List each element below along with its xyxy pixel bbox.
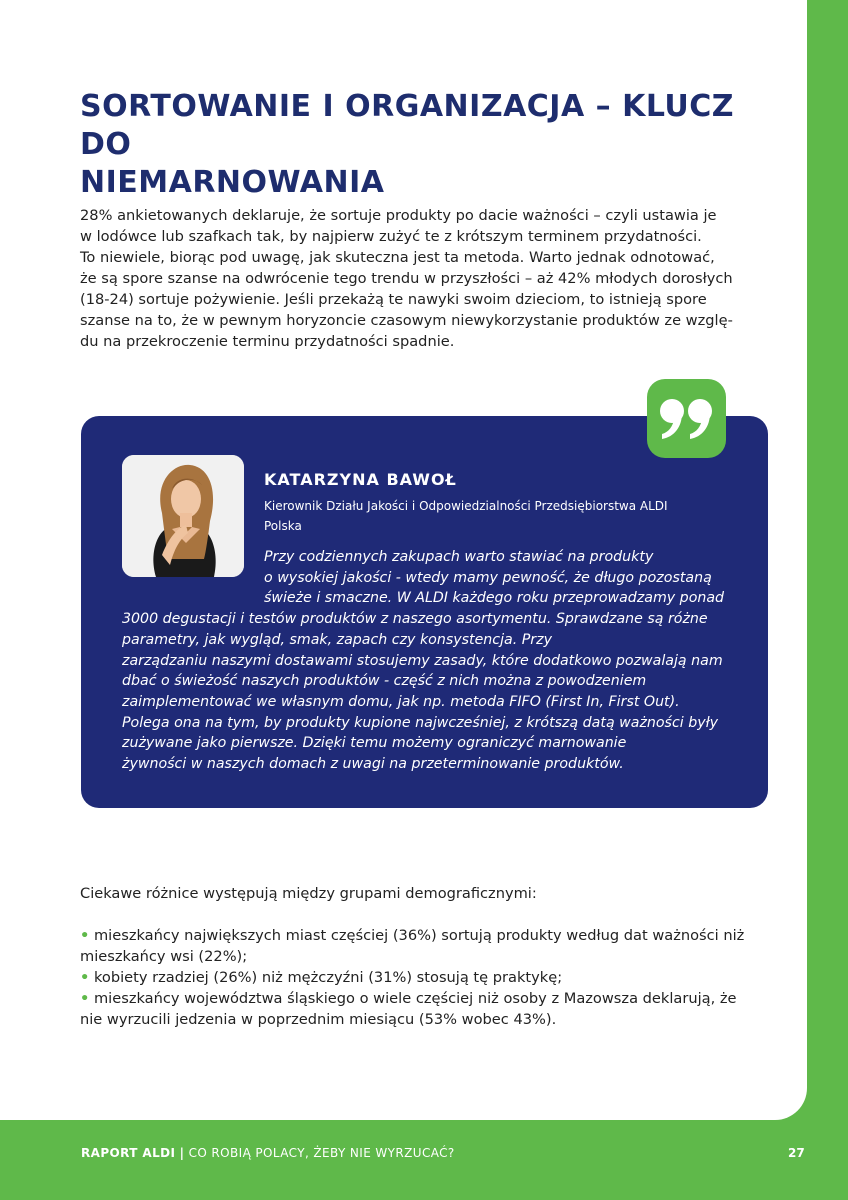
person-role: [264, 496, 734, 536]
person-name: KATARZYNA BAWOŁ: [264, 470, 457, 489]
demographics-list: [80, 925, 780, 1030]
quote-line: 3000 degustacji i testów produktów z naszego asortymentu. Sprawdzane są różne: [122, 611, 708, 628]
quote-line: Przy codziennych zakupach warto stawiać na produkty: [264, 549, 654, 565]
intro-line: du na przekroczenie terminu przydatności spadnie.: [80, 333, 455, 350]
list-item: [80, 967, 780, 988]
intro-line: że są spore szanse na odwrócenie tego trendu w przyszłości – aż 42% młodych dorosłych: [80, 270, 733, 287]
demographics-intro: Ciekawe różnice występują między grupami demograficznymi:: [80, 885, 537, 902]
list-item-text: kobiety rzadziej (26%) niż mężczyźni (31%) stosują tę praktykę;: [93, 969, 563, 986]
footer-title: [81, 1146, 455, 1160]
footer-subtitle: CO ROBIĄ POLACY, ŻEBY NIE WYRZUCAĆ?: [188, 1146, 455, 1160]
intro-line: w lodówce lub szafkach tak, by najpierw zużyć te z krótszym terminem przydatności.: [80, 228, 702, 245]
title-line-1: SORTOWANIE I ORGANIZACJA – KLUCZ DO: [80, 89, 734, 162]
quote-line: zużywane jako pierwsze. Dzięki temu możemy ograniczyć marnowanie: [122, 735, 627, 752]
quote-line: zarządzaniu naszymi dostawami stosujemy zasady, które dodatkowo pozwalają nam: [122, 652, 723, 669]
page-number: 27: [788, 1146, 805, 1160]
intro-line: (18-24) sortuje pożywienie. Jeśli przekażą te nawyki swoim dzieciom, to istnieją spore: [80, 291, 707, 308]
quote-icon: [647, 379, 726, 458]
quote-line: dbać o świeżość naszych produktów - część z nich można z powodzeniem: [122, 673, 647, 690]
quote-line: Polega ona na tym, by produkty kupione najwcześniej, z krótszą datą ważności były: [122, 714, 719, 731]
quote-line: parametry, jak wygląd, smak, zapach czy konsystencja. Przy: [122, 631, 552, 648]
bullet-icon: •: [80, 969, 90, 986]
quote-line: żywności w naszych domach z uwagi na przeterminowanie produktów.: [122, 756, 624, 773]
page-title: [80, 88, 780, 202]
quote-line: świeże i smaczne. W ALDI każdego roku przeprowadzamy ponad: [264, 590, 725, 607]
intro-line: szanse na to, że w pewnym horyzoncie czasowym niewykorzystanie produktów ze wzglę-: [80, 312, 733, 329]
quote-text: [122, 547, 732, 775]
quote-line: zaimplementować we własnym domu, jak np. metoda FIFO (First In, First Out).: [122, 693, 680, 710]
list-item-text: mieszkańcy województwa śląskiego o wiele częściej niż osoby z Mazowsza deklarują, że: [93, 990, 737, 1007]
title-line-2: NIEMARNOWANIA: [80, 165, 385, 200]
footer-brand: RAPORT ALDI: [81, 1146, 176, 1160]
quote-glyph: [658, 397, 716, 441]
footer-separator: |: [179, 1146, 185, 1160]
role-line: Kierownik Działu Jakości i Odpowiedzialności Przedsiębiorstwa ALDI: [264, 499, 668, 513]
intro-paragraph: [80, 205, 745, 352]
bullet-icon: •: [80, 927, 90, 944]
intro-line: 28% ankietowanych deklaruje, że sortuje produkty po dacie ważności – czyli ustawia je: [80, 207, 717, 224]
bullet-icon: •: [80, 990, 90, 1007]
list-item: [80, 925, 780, 967]
role-line: Polska: [264, 519, 302, 533]
list-item-text: nie wyrzucili jedzenia w poprzednim miesiącu (53% wobec 43%).: [80, 1011, 557, 1028]
list-item-text: mieszkańcy wsi (22%);: [80, 948, 248, 965]
quote-line: o wysokiej jakości - wtedy mamy pewność, że długo pozostaną: [264, 569, 712, 586]
intro-line: To niewiele, biorąc pod uwagę, jak skuteczna jest ta metoda. Warto jednak odnotować,: [80, 249, 715, 266]
list-item-text: mieszkańcy największych miast częściej (36%) sortują produkty według dat ważności niż: [93, 927, 745, 944]
list-item: [80, 988, 780, 1030]
